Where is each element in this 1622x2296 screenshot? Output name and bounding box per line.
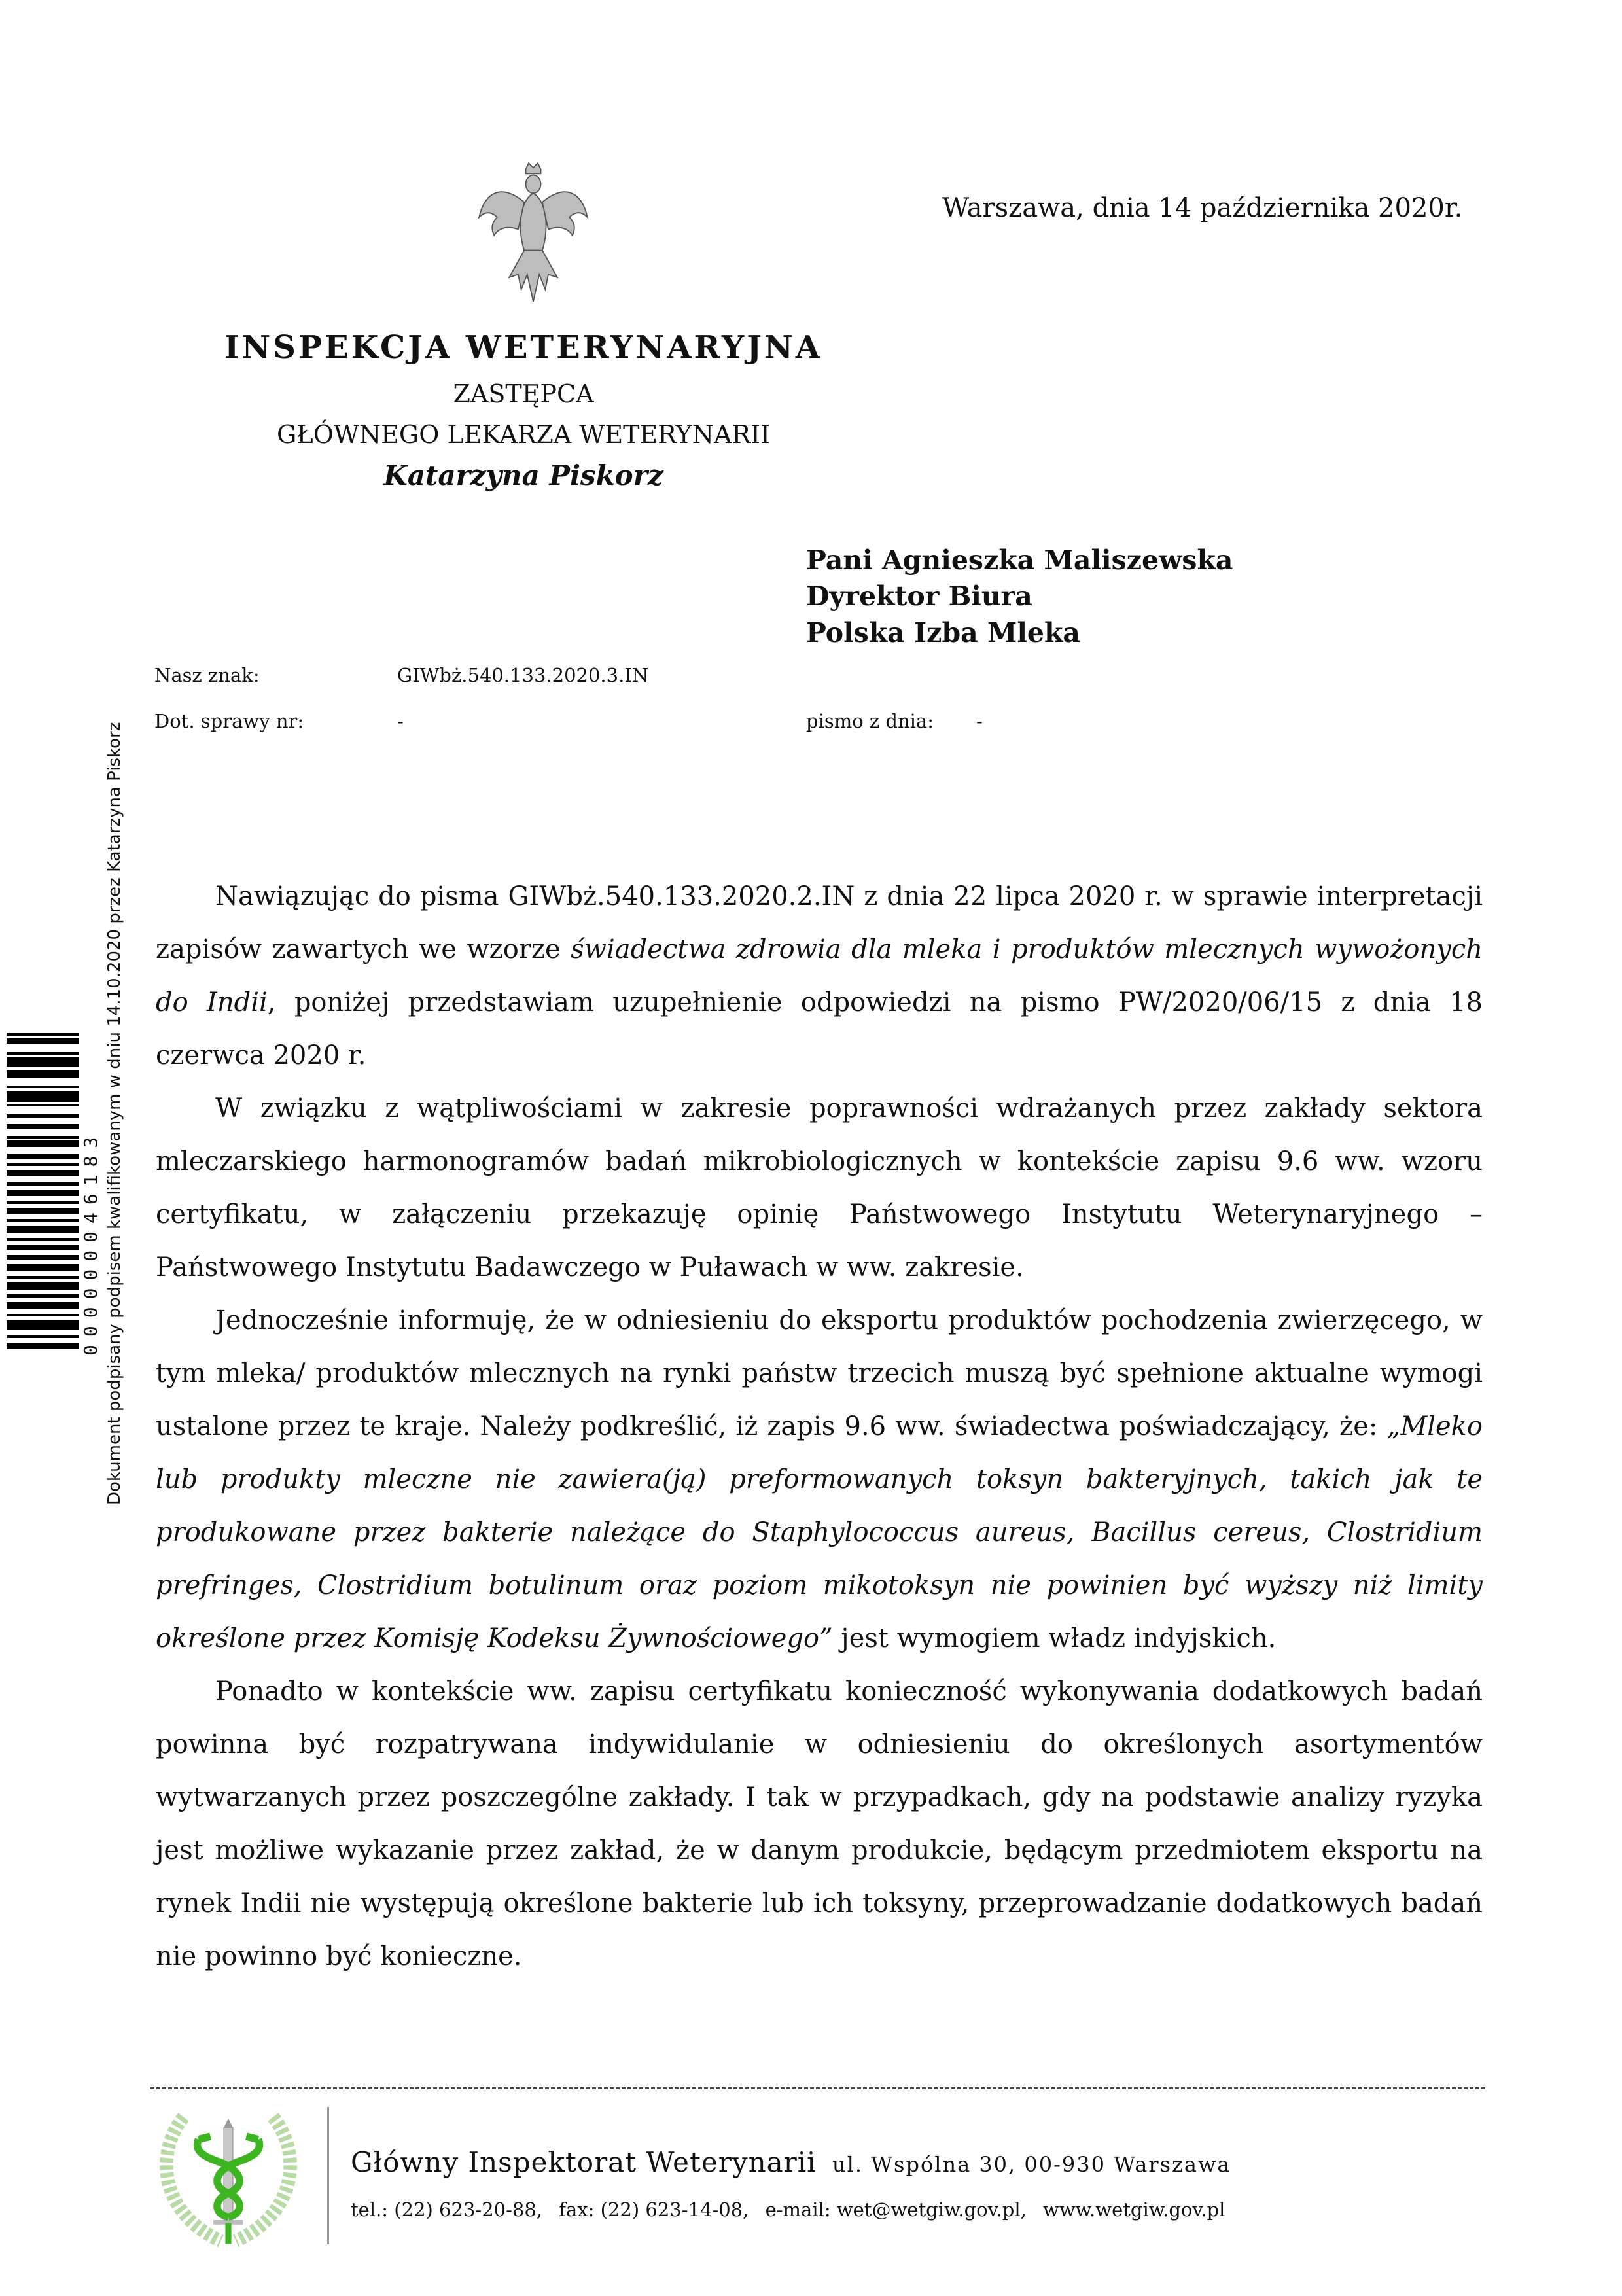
recipient-organization: Polska Izba Mleka xyxy=(806,617,1080,648)
footer-fax: fax: (22) 623-14-08, xyxy=(559,2199,749,2221)
place-date: Warszawa, dnia 14 października 2020r. xyxy=(942,193,1463,223)
footer-contact-line xyxy=(351,2199,1235,2221)
barcode-number: 000000046183 xyxy=(80,1129,101,1356)
veterinary-caduceus-icon xyxy=(153,2110,304,2247)
footer-institution-line xyxy=(351,2146,1231,2178)
case-number-label: Dot. sprawy nr: xyxy=(154,710,304,732)
barcode-icon xyxy=(7,1033,79,1353)
footer-divider xyxy=(150,2087,1485,2089)
footer-separator xyxy=(327,2107,329,2244)
paragraph-4: Ponadto w kontekście ww. zapisu certyfikatu konieczność wykonywania dodatkowych badań powinna być rozpatrywana indywidulanie w odniesieniu do określonych asortymentów wytwarzanych przez poszczególne zakłady. I tak w przypadkach, gdy na podstawie analizy ryzyka jest możliwe wykazanie przez zakład, że w danym produkcie, będącym przedmiotem eksportu na rynek Indii nie występują określone bakterie lub ich toksyny, przeprowadzanie dodatkowych badań nie powinno być konieczne. xyxy=(156,1676,1483,1971)
paragraph-2: W związku z wątpliwościami w zakresie poprawności wdrażanych przez zakłady sektora mleczarskiego harmonogramów badań mikrobiologicznych w kontekście zapisu 9.6 ww. wzoru certyfikatu, w załączeniu przekazuję opinię Państwowego Instytutu Weterynaryjnego – Państwowego Instytutu Badawczego w Puławach w ww. zakresie. xyxy=(156,1093,1483,1282)
polish-eagle-icon xyxy=(458,157,608,308)
footer-institution: Główny Inspektorat Weterynarii xyxy=(351,2146,817,2178)
recipient-name: Pani Agnieszka Maliszewska xyxy=(806,544,1233,576)
footer-website[interactable]: www.wetgiw.gov.pl xyxy=(1043,2199,1225,2221)
paragraph-3-text-a: Jednocześnie informuję, że w odniesieniu do eksportu produktów pochodzenia zwierzęcego, w tym mleka/ produktów mlecznych na rynki państw trzecich muszą być spełnione aktualne wymogi ustalone przez te kraje. Należy podkreślić, iż zapis 9.6 ww. świadectwa poświadczający, że: xyxy=(156,1305,1483,1441)
position-line-2: GŁÓWNEGO LEKARZA WETERYNARII xyxy=(276,420,771,449)
our-ref-label: Nasz znak: xyxy=(154,664,260,686)
footer-address: ul. Wspólna 30, 00-930 Warszawa xyxy=(832,2152,1231,2177)
signature-note: Dokument podpisany podpisem kwalifikowanym w dniu 14.10.2020 przez Katarzyna Piskorz xyxy=(105,722,124,1505)
paragraph-1-text-b: , poniżej przedstawiam uzupełnienie odpowiedzi na pismo PW/2020/06/15 z dnia 18 czerwca 2020 r. xyxy=(156,987,1483,1070)
signatory-name: Katarzyna Piskorz xyxy=(383,459,663,491)
paragraph-1-text-a: Nawiązując do pisma GIWbż.540.133.2020.2.IN z dnia 22 lipca 2020 r. w sprawie interpretacji zapisów zawartych we wzorze xyxy=(156,881,1483,964)
footer-phone: tel.: (22) 623-20-88, xyxy=(351,2199,543,2221)
footer-email[interactable]: e-mail: wet@wetgiw.gov.pl, xyxy=(765,2199,1027,2221)
position-line-1: ZASTĘPCA xyxy=(453,380,594,408)
paragraph-3 xyxy=(156,1294,1483,1665)
letter-date-label: pismo z dnia: xyxy=(806,710,934,732)
our-ref-value: GIWbż.540.133.2020.3.IN xyxy=(397,664,649,686)
case-number-value: - xyxy=(397,710,404,732)
paragraph-1 xyxy=(156,870,1483,1082)
paragraph-3-text-b: jest wymogiem władz indyjskich. xyxy=(832,1623,1277,1653)
paragraph-1-italic: świadectwa zdrowia dla mleka i produktów mlecznych wywożonych do Indii xyxy=(156,934,1483,1017)
recipient-title: Dyrektor Biura xyxy=(806,580,1032,612)
paragraph-3-italic-quote: „Mleko lub produkty mleczne nie zawiera(ją) preformowanych toksyn bakteryjnych, takich jak te produkowane przez bakterie należące do Staphylococcus aureus, Bacillus cereus, Clostridium prefringes, Clostridium botulinum oraz poziom mikotoksyn nie powinien być wyższy niż limity określone przez Komisję Kodeksu Żywnościowego” xyxy=(156,1411,1483,1653)
letter-date-value: - xyxy=(976,710,983,732)
organization-name: INSPEKCJA WETERYNARYJNA xyxy=(224,329,823,366)
letter-body xyxy=(156,870,1483,1983)
